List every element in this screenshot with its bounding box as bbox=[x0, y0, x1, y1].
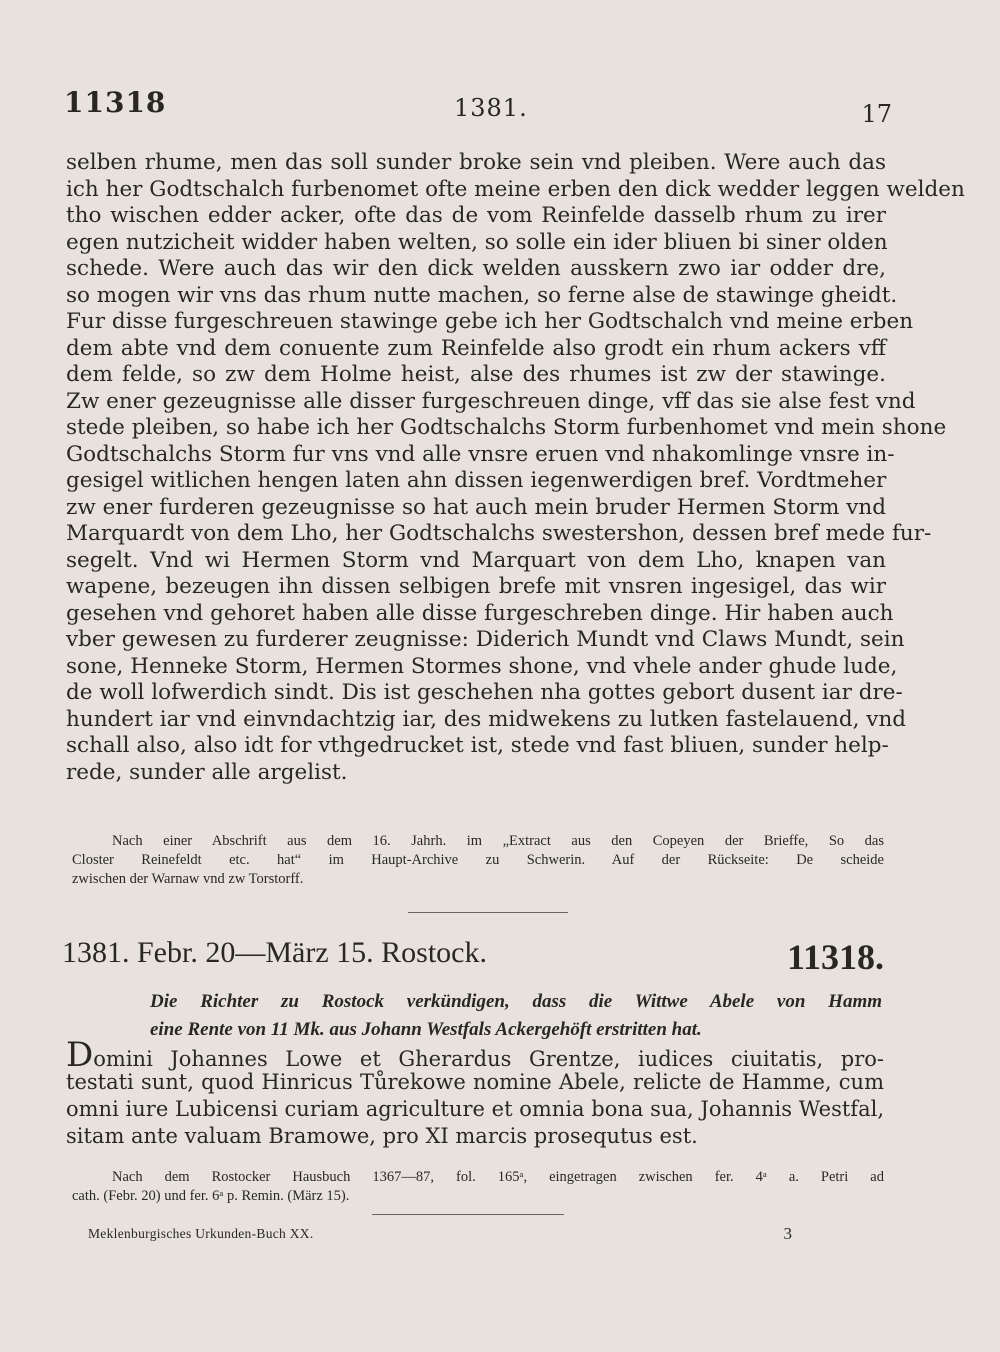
text-line: Zw ener gezeugnisse alle disser furgeschreuen dinge, vff das sie alse fest vnd bbox=[66, 388, 916, 414]
text-line: wapene, bezeugen ihn dissen selbigen brefe mit vnsren ingesigel, das wir bbox=[66, 574, 886, 599]
summary-line: Die Richter zu Rostock verkündigen, dass die Wittwe Abele von Hamm bbox=[150, 991, 882, 1012]
text-line: Fur disse furgeschreuen stawinge gebe ich her Godtschalch vnd meine erben bbox=[66, 309, 914, 334]
document-heading bbox=[62, 936, 884, 980]
section-divider bbox=[408, 912, 568, 913]
signature-mark: 3 bbox=[783, 1224, 792, 1243]
text-line: egen nutzicheit widder haben welten, so solle ein ider bliuen bi siner olden bbox=[66, 229, 888, 255]
text-line: omni iure Lubicensi curiam agriculture et omnia bona sua, Johannis Westfal, bbox=[66, 1097, 884, 1121]
series-title: Meklenburgisches Urkunden-Buch XX. bbox=[88, 1226, 314, 1241]
text-line: sitam ante valuam Bramowe, pro XI marcis prosequtus est. bbox=[66, 1124, 698, 1148]
note-line: Closter Reinefeldt etc. hat“ im Haupt-Archive zu Schwerin. Auf der Rückseite: De scheide bbox=[72, 852, 884, 868]
text-line: Marquardt von dem Lho, her Godtschalchs swestershon, dessen bref mede fur- bbox=[66, 521, 932, 546]
text-line: hundert iar vnd einvndachtzig iar, des midwekens zu lutken fastelauend, vnd bbox=[66, 706, 907, 732]
text-line bbox=[66, 1035, 884, 1075]
first-line-text: omini Johannes Lowe et Gherardus Grentze, iudices ciuitatis, pro- bbox=[93, 1047, 884, 1071]
latin-text bbox=[66, 1035, 884, 1150]
note-line: zwischen der Warnaw vnd zw Torstorff. bbox=[72, 871, 304, 887]
text-line: gesehen vnd gehoret haben alle disse furgeschreben dinge. Hir haben auch bbox=[66, 600, 894, 626]
note-line: Nach dem Rostocker Hausbuch 1367—87, fol. 165ᵃ, eingetragen zwischen fer. 4ᵃ a. Petri ad bbox=[112, 1169, 884, 1185]
source-note-1 bbox=[72, 832, 884, 889]
text-line: rede, sunder alle argelist. bbox=[66, 759, 348, 785]
text-line: dem abte vnd dem conuente zum Reinfelde also grodt ein rhum ackers vff bbox=[66, 335, 886, 361]
document-date-place: 1381. Febr. 20—März 15. Rostock. bbox=[62, 936, 487, 969]
text-line: vber gewesen zu furderer zeugnisse: Diderich Mundt vnd Claws Mundt, sein bbox=[66, 627, 905, 652]
note-line: Nach einer Abschrift aus dem 16. Jahrh. im „Extract aus den Copeyen der Brieffe, So das bbox=[112, 833, 884, 849]
page-number: 17 bbox=[861, 100, 892, 128]
summary-line: eine Rente von 11 Mk. aus Johann Westfals Ackergehöft erstritten hat. bbox=[150, 1019, 702, 1040]
text-line: tho wischen edder acker, ofte das de vom Reinfelde dasselb rhum zu irer bbox=[66, 203, 886, 228]
text-line: dem felde, so zw dem Holme heist, alse des rhumes ist zw der stawinge. bbox=[66, 362, 886, 387]
text-line: Godtschalchs Storm fur vns vnd alle vnsre eruen vnd nhakomlinge vnsre in- bbox=[66, 441, 895, 467]
running-head bbox=[64, 86, 892, 130]
text-line: ich her Godtschalch furbenomet ofte meine erben den dick wedder leggen welden bbox=[66, 176, 965, 202]
text-line: selben rhume, men das soll sunder broke sein vnd pleiben. Were auch das bbox=[66, 150, 886, 175]
text-line: stede pleiben, so habe ich her Godtschalchs Storm furbenhomet vnd mein shone bbox=[66, 415, 947, 440]
initial-letter: D bbox=[66, 1035, 94, 1075]
text-line: zw ener furderen gezeugnisse so hat auch mein bruder Hermen Storm vnd bbox=[66, 494, 886, 520]
text-line: schede. Were auch das wir den dick welden ausskern zwo iar odder dre, bbox=[66, 256, 886, 281]
text-line: sone, Henneke Storm, Hermen Stormes shone, vnd vhele ander ghude lude, bbox=[66, 653, 898, 679]
footer bbox=[88, 1226, 792, 1250]
continuation-text bbox=[66, 150, 965, 786]
text-line: schall also, also idt for vthgedrucket ist, stede vnd fast bliuen, sunder help- bbox=[66, 733, 889, 758]
document-number: 11318. bbox=[786, 937, 884, 977]
note-line: cath. (Febr. 20) und fer. 6ᵃ p. Remin. (März 15). bbox=[72, 1188, 350, 1204]
source-note-2 bbox=[72, 1168, 884, 1206]
running-head-year: 1381. bbox=[454, 94, 528, 122]
document-summary bbox=[150, 988, 882, 1044]
text-line: so mogen wir vns das rhum nutte machen, so ferne alse de stawinge gheidt. bbox=[66, 282, 898, 308]
running-head-document-number: 11318 bbox=[64, 86, 167, 119]
text-line: gesigel witlichen hengen laten ahn dissen iegenwerdigen bref. Vordtmeher bbox=[66, 468, 887, 493]
text-line: de woll lofwerdich sindt. Dis ist geschehen nha gottes gebort dusent iar dre- bbox=[66, 680, 903, 705]
text-line: segelt. Vnd wi Hermen Storm vnd Marquart von dem Lho, knapen van bbox=[66, 547, 886, 573]
text-line: testati sunt, quod Hinricus Tůrekowe nomine Abele, relicte de Hamme, cum bbox=[66, 1070, 884, 1094]
end-divider bbox=[372, 1214, 564, 1215]
